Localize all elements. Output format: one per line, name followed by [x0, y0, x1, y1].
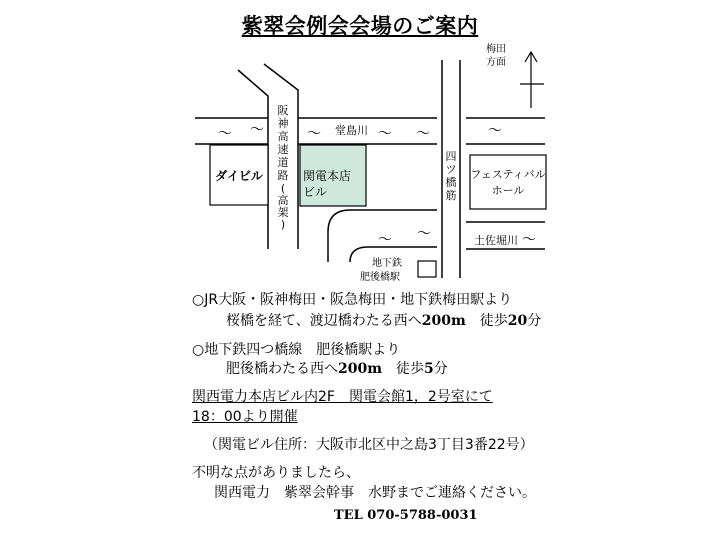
page-title: 紫翠会例会会場のご案内	[241, 14, 479, 38]
festival-hall-label: ホール	[491, 184, 525, 197]
route2-line1: ○地下鉄四つ橋線 肥後橋駅より	[192, 342, 401, 358]
venue-line1: 関西電力本店ビル内2F 関電会館1，2号室にて	[192, 389, 493, 405]
wave-icon: ～	[378, 126, 392, 142]
wave-icon: ～	[417, 226, 431, 242]
svg-text:速: 速	[277, 143, 289, 156]
contact-line1: 不明な点がありましたら、	[192, 465, 360, 481]
svg-text:神: 神	[277, 117, 289, 130]
svg-text:橋: 橋	[445, 176, 457, 189]
svg-text:四: 四	[445, 150, 457, 163]
svg-text:高: 高	[277, 130, 289, 143]
umeda-direction-label: 方面	[486, 57, 506, 68]
venue-line2: 18：00より開催	[192, 409, 298, 425]
svg-text:ツ: ツ	[445, 163, 457, 176]
route2-line2: 肥後橋わたる西へ200m 徒歩5分	[226, 361, 448, 377]
wave-icon: ～	[250, 122, 264, 138]
hanshin-expressway-label	[278, 104, 289, 231]
tosabori-river-label: 土佐堀川	[474, 234, 518, 247]
svg-text:阪: 阪	[277, 104, 289, 117]
route1-line1: ○JR大阪・阪神梅田・阪急梅田・地下鉄梅田駅より	[192, 292, 513, 308]
wave-icon: ～	[307, 126, 321, 142]
wave-icon: ～	[522, 232, 536, 248]
kanden-building-label: ビル	[303, 185, 328, 199]
north-arrow-icon	[520, 52, 544, 108]
svg-text:高: 高	[277, 194, 289, 207]
svg-text:路: 路	[277, 169, 289, 182]
venue-address: （関電ビル住所：大阪市北区中之島3丁目3番22号）	[204, 437, 534, 453]
wave-icon: ～	[416, 126, 430, 142]
wave-icon: ～	[488, 123, 502, 139]
contact-line2: 関西電力 紫翠会幹事 水野までご連絡ください。	[214, 485, 536, 501]
subway-station-label: 肥後橋駅	[360, 272, 400, 283]
dojima-river-label: 堂島川	[335, 124, 368, 137]
festival-hall-label: フェスティバル	[470, 168, 546, 181]
umeda-direction-label: 梅田	[486, 44, 506, 55]
svg-text:): )	[280, 218, 286, 231]
wave-icon: ～	[378, 232, 392, 248]
yotsubashi-street-label	[446, 150, 457, 202]
svg-text:筋: 筋	[445, 189, 457, 202]
route1-line2: 桜橋を経て、渡辺橋わたる西へ200m 徒歩20分	[226, 313, 542, 329]
festival-hall	[470, 155, 546, 209]
subway-station-label: 地下鉄	[372, 258, 402, 269]
contact-tel: TEL 070-5788-0031	[334, 508, 478, 523]
svg-text:道: 道	[277, 156, 289, 169]
svg-text:(: (	[280, 182, 286, 195]
svg-text:架: 架	[277, 206, 289, 219]
kanden-building-label: 関電本店	[303, 169, 352, 183]
subway-station-marker	[418, 261, 436, 277]
dai-building-label: ダイビル	[215, 169, 263, 183]
wave-icon: ～	[218, 126, 232, 142]
